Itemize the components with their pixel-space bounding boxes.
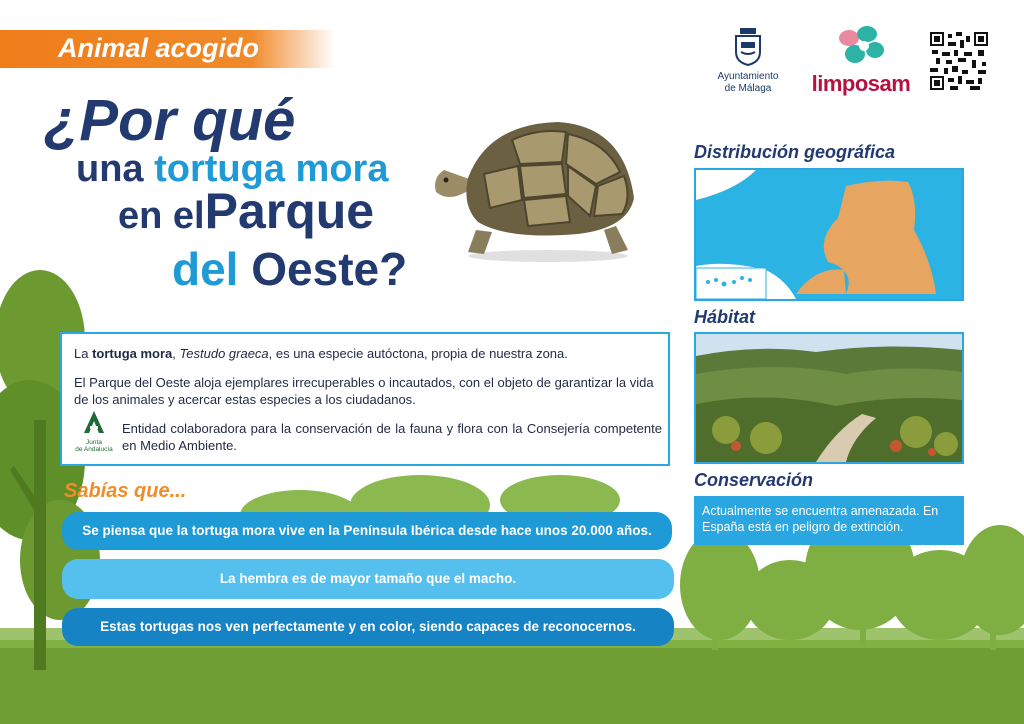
info-intro-comma: , (172, 346, 176, 361)
limposam-logo (806, 24, 916, 97)
title-question-mark: ? (379, 243, 408, 295)
animal-acogido-banner (0, 30, 335, 68)
title-en-el: en el (118, 195, 205, 237)
fact-1: Se piensa que la tortuga mora vive en la Península Ibérica desde hace unos 20.000 años. (62, 512, 672, 550)
junta-andalucia-logo (72, 410, 116, 453)
habitat-photo (694, 332, 964, 464)
distribution-map (694, 168, 964, 301)
conservacion-heading: Conservación (694, 470, 814, 490)
title-line1 (44, 88, 296, 153)
info-box (60, 332, 670, 466)
distribucion-heading: Distribución geográfica (694, 142, 896, 162)
title-parque: Parque (204, 183, 375, 239)
title-una: una (76, 148, 144, 190)
info-intro-rest: , es una especie autóctona, propia de nuestra zona. (268, 346, 568, 361)
title-oeste: Oeste (251, 243, 380, 295)
info-intro (74, 345, 664, 362)
info-entidad-text: Entidad colaboradora para la conservación de la fauna y flora con la Consejería competente en Medio Ambiente. (122, 421, 662, 453)
limposam-leaves-icon (833, 24, 889, 68)
info-intro-la: La (74, 346, 89, 361)
info-scientific-name: Testudo graeca (179, 346, 269, 361)
grass-ground (0, 640, 1024, 724)
ayuntamiento-logo (708, 26, 788, 95)
title-por-que: ¿Por qué (44, 88, 296, 153)
junta-line1: Junta (86, 439, 102, 446)
title-line4 (172, 243, 408, 295)
title-line3 (118, 183, 375, 239)
info-species-name: tortuga mora (92, 346, 173, 361)
coat-of-arms-icon (733, 26, 763, 66)
conservacion-box: Actualmente se encuentra amenazada. En España está en peligro de extinción. (694, 496, 964, 545)
limposam-wordmark: limposam (811, 71, 911, 96)
junta-line2: de Andalucía (75, 446, 113, 453)
junta-andalucia-icon (82, 410, 106, 434)
title-del: del (172, 243, 239, 295)
distribution-map-image (696, 170, 962, 299)
sabias-que-heading: Sabías que... (64, 480, 187, 502)
title-tortuga-mora: tortuga mora (154, 148, 389, 190)
qr-code-icon[interactable] (930, 32, 988, 90)
banner-label: Animal acogido (58, 33, 260, 63)
habitat-image (696, 334, 962, 462)
ayuntamiento-line1: Ayuntamiento (717, 71, 779, 82)
fact-3: Estas tortugas nos ven perfectamente y en color, siendo capaces de reconocernos. (62, 608, 674, 646)
tortoise-image (428, 118, 644, 264)
info-parque-text: El Parque del Oeste aloja ejemplares irrecuperables o incautados, con el objeto de garantizar la vida de los animales y acercar estas especies a los ciudadanos. (74, 375, 654, 407)
habitat-heading: Hábitat (694, 307, 756, 327)
fact-2: La hembra es de mayor tamaño que el macho. (62, 559, 674, 599)
ayuntamiento-line2: de Málaga (724, 83, 772, 94)
